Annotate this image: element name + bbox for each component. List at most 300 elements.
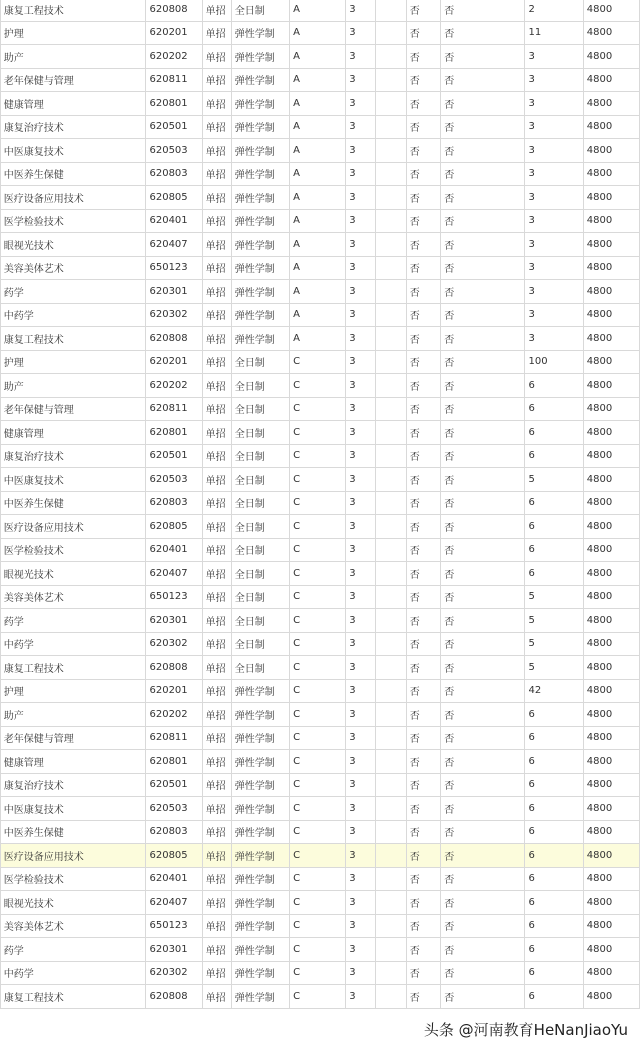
category-cell: C	[290, 515, 346, 539]
enroll-type-cell: 单招	[202, 656, 231, 680]
years-cell: 3	[346, 867, 376, 891]
study-mode-cell: 弹性学制	[231, 820, 289, 844]
flag2-cell: 否	[441, 92, 525, 116]
quota-cell: 6	[525, 985, 583, 1009]
blank-cell	[376, 468, 406, 492]
major-name-cell: 医疗设备应用技术	[0, 515, 146, 539]
study-mode-cell: 弹性学制	[231, 985, 289, 1009]
years-cell: 3	[346, 350, 376, 374]
flag1-cell: 否	[406, 844, 441, 868]
major-name-cell: 老年保健与管理	[0, 397, 146, 421]
major-code-cell: 620808	[146, 0, 202, 21]
enroll-type-cell: 单招	[202, 327, 231, 351]
flag1-cell: 否	[406, 374, 441, 398]
flag1-cell: 否	[406, 186, 441, 210]
flag1-cell: 否	[406, 68, 441, 92]
major-code-cell: 620801	[146, 92, 202, 116]
quota-cell: 6	[525, 891, 583, 915]
study-mode-cell: 弹性学制	[231, 92, 289, 116]
flag1-cell: 否	[406, 162, 441, 186]
major-name-cell: 助产	[0, 374, 146, 398]
major-code-cell: 620801	[146, 421, 202, 445]
tuition-cell: 4800	[583, 609, 639, 633]
quota-cell: 6	[525, 421, 583, 445]
flag1-cell: 否	[406, 609, 441, 633]
major-code-cell: 620811	[146, 726, 202, 750]
tuition-cell: 4800	[583, 92, 639, 116]
study-mode-cell: 弹性学制	[231, 68, 289, 92]
quota-cell: 6	[525, 374, 583, 398]
major-code-cell: 620501	[146, 115, 202, 139]
table-row	[0, 914, 640, 938]
quota-cell: 6	[525, 538, 583, 562]
flag2-cell: 否	[441, 609, 525, 633]
study-mode-cell: 弹性学制	[231, 280, 289, 304]
study-mode-cell: 全日制	[231, 538, 289, 562]
tuition-cell: 4800	[583, 703, 639, 727]
blank-cell	[376, 162, 406, 186]
watermark: 头条 @河南教育HeNanJiaoYu	[423, 1021, 628, 1039]
tuition-cell: 4800	[583, 538, 639, 562]
major-code-cell: 620805	[146, 515, 202, 539]
major-name-cell: 康复治疗技术	[0, 773, 146, 797]
tuition-cell: 4800	[583, 45, 639, 69]
enroll-type-cell: 单招	[202, 726, 231, 750]
major-name-cell: 助产	[0, 703, 146, 727]
study-mode-cell: 弹性学制	[231, 726, 289, 750]
major-code-cell: 620808	[146, 656, 202, 680]
flag1-cell: 否	[406, 538, 441, 562]
major-code-cell: 620808	[146, 327, 202, 351]
major-code-cell: 650123	[146, 585, 202, 609]
study-mode-cell: 全日制	[231, 656, 289, 680]
table-row	[0, 115, 640, 139]
years-cell: 3	[346, 233, 376, 257]
years-cell: 3	[346, 92, 376, 116]
table-row	[0, 209, 640, 233]
major-name-cell: 药学	[0, 938, 146, 962]
enroll-type-cell: 单招	[202, 820, 231, 844]
quota-cell: 3	[525, 186, 583, 210]
major-code-cell: 620301	[146, 609, 202, 633]
blank-cell	[376, 609, 406, 633]
flag1-cell: 否	[406, 703, 441, 727]
quota-cell: 6	[525, 773, 583, 797]
flag2-cell: 否	[441, 773, 525, 797]
blank-cell	[376, 820, 406, 844]
enroll-type-cell: 单招	[202, 233, 231, 257]
flag1-cell: 否	[406, 280, 441, 304]
flag1-cell: 否	[406, 632, 441, 656]
flag2-cell: 否	[441, 820, 525, 844]
flag2-cell: 否	[441, 914, 525, 938]
major-code-cell: 620805	[146, 844, 202, 868]
blank-cell	[376, 327, 406, 351]
flag1-cell: 否	[406, 350, 441, 374]
category-cell: C	[290, 374, 346, 398]
tuition-cell: 4800	[583, 186, 639, 210]
blank-cell	[376, 961, 406, 985]
enroll-type-cell: 单招	[202, 750, 231, 774]
category-cell: A	[290, 280, 346, 304]
tuition-cell: 4800	[583, 750, 639, 774]
enroll-type-cell: 单招	[202, 92, 231, 116]
tuition-cell: 4800	[583, 444, 639, 468]
major-name-cell: 护理	[0, 21, 146, 45]
major-name-cell: 康复治疗技术	[0, 115, 146, 139]
enroll-type-cell: 单招	[202, 938, 231, 962]
quota-cell: 3	[525, 68, 583, 92]
flag1-cell: 否	[406, 397, 441, 421]
tuition-cell: 4800	[583, 961, 639, 985]
enroll-type-cell: 单招	[202, 256, 231, 280]
blank-cell	[376, 491, 406, 515]
years-cell: 3	[346, 162, 376, 186]
quota-cell: 6	[525, 726, 583, 750]
enroll-type-cell: 单招	[202, 139, 231, 163]
blank-cell	[376, 139, 406, 163]
quota-cell: 6	[525, 491, 583, 515]
quota-cell: 6	[525, 820, 583, 844]
blank-cell	[376, 303, 406, 327]
tuition-cell: 4800	[583, 468, 639, 492]
enroll-type-cell: 单招	[202, 186, 231, 210]
flag2-cell: 否	[441, 632, 525, 656]
blank-cell	[376, 21, 406, 45]
flag1-cell: 否	[406, 0, 441, 21]
years-cell: 3	[346, 374, 376, 398]
flag2-cell: 否	[441, 585, 525, 609]
study-mode-cell: 全日制	[231, 0, 289, 21]
flag1-cell: 否	[406, 985, 441, 1009]
major-code-cell: 620202	[146, 45, 202, 69]
major-name-cell: 眼视光技术	[0, 562, 146, 586]
years-cell: 3	[346, 726, 376, 750]
quota-cell: 6	[525, 562, 583, 586]
table-row	[0, 256, 640, 280]
years-cell: 3	[346, 820, 376, 844]
tuition-cell: 4800	[583, 491, 639, 515]
study-mode-cell: 弹性学制	[231, 867, 289, 891]
enroll-type-cell: 单招	[202, 45, 231, 69]
major-name-cell: 健康管理	[0, 92, 146, 116]
blank-cell	[376, 844, 406, 868]
quota-cell: 100	[525, 350, 583, 374]
flag1-cell: 否	[406, 867, 441, 891]
enroll-type-cell: 单招	[202, 421, 231, 445]
category-cell: A	[290, 139, 346, 163]
major-name-cell: 中医养生保健	[0, 820, 146, 844]
blank-cell	[376, 186, 406, 210]
enroll-type-cell: 单招	[202, 891, 231, 915]
study-mode-cell: 全日制	[231, 632, 289, 656]
table-row	[0, 233, 640, 257]
category-cell: C	[290, 703, 346, 727]
flag2-cell: 否	[441, 985, 525, 1009]
category-cell: A	[290, 209, 346, 233]
flag1-cell: 否	[406, 914, 441, 938]
study-mode-cell: 弹性学制	[231, 844, 289, 868]
blank-cell	[376, 632, 406, 656]
major-code-cell: 620805	[146, 186, 202, 210]
study-mode-cell: 弹性学制	[231, 797, 289, 821]
flag1-cell: 否	[406, 209, 441, 233]
quota-cell: 5	[525, 656, 583, 680]
blank-cell	[376, 938, 406, 962]
blank-cell	[376, 256, 406, 280]
major-code-cell: 620401	[146, 538, 202, 562]
study-mode-cell: 弹性学制	[231, 961, 289, 985]
years-cell: 3	[346, 444, 376, 468]
study-mode-cell: 弹性学制	[231, 750, 289, 774]
years-cell: 3	[346, 750, 376, 774]
flag1-cell: 否	[406, 961, 441, 985]
years-cell: 3	[346, 491, 376, 515]
enroll-type-cell: 单招	[202, 68, 231, 92]
enroll-type-cell: 单招	[202, 280, 231, 304]
category-cell: A	[290, 115, 346, 139]
flag1-cell: 否	[406, 444, 441, 468]
enroll-type-cell: 单招	[202, 773, 231, 797]
flag1-cell: 否	[406, 562, 441, 586]
flag1-cell: 否	[406, 115, 441, 139]
table-row	[0, 773, 640, 797]
major-code-cell: 620501	[146, 773, 202, 797]
blank-cell	[376, 562, 406, 586]
table-row	[0, 844, 640, 868]
major-name-cell: 中药学	[0, 632, 146, 656]
major-name-cell: 美容美体艺术	[0, 914, 146, 938]
flag2-cell: 否	[441, 515, 525, 539]
years-cell: 3	[346, 703, 376, 727]
table-row	[0, 327, 640, 351]
quota-cell: 3	[525, 303, 583, 327]
table-row	[0, 45, 640, 69]
years-cell: 3	[346, 914, 376, 938]
quota-cell: 6	[525, 938, 583, 962]
quota-cell: 3	[525, 139, 583, 163]
tuition-cell: 4800	[583, 68, 639, 92]
study-mode-cell: 弹性学制	[231, 679, 289, 703]
quota-cell: 11	[525, 21, 583, 45]
years-cell: 3	[346, 397, 376, 421]
blank-cell	[376, 45, 406, 69]
enroll-type-cell: 单招	[202, 961, 231, 985]
quota-cell: 3	[525, 45, 583, 69]
years-cell: 3	[346, 679, 376, 703]
flag1-cell: 否	[406, 750, 441, 774]
category-cell: A	[290, 21, 346, 45]
tuition-cell: 4800	[583, 397, 639, 421]
study-mode-cell: 弹性学制	[231, 115, 289, 139]
tuition-cell: 4800	[583, 139, 639, 163]
study-mode-cell: 弹性学制	[231, 139, 289, 163]
major-name-cell: 中医康复技术	[0, 797, 146, 821]
major-name-cell: 医学检验技术	[0, 538, 146, 562]
category-cell: A	[290, 233, 346, 257]
enroll-type-cell: 单招	[202, 797, 231, 821]
table-row	[0, 280, 640, 304]
enroll-type-cell: 单招	[202, 844, 231, 868]
major-name-cell: 健康管理	[0, 421, 146, 445]
category-cell: C	[290, 797, 346, 821]
years-cell: 3	[346, 280, 376, 304]
category-cell: C	[290, 820, 346, 844]
flag1-cell: 否	[406, 515, 441, 539]
years-cell: 3	[346, 303, 376, 327]
flag1-cell: 否	[406, 820, 441, 844]
flag2-cell: 否	[441, 280, 525, 304]
tuition-cell: 4800	[583, 585, 639, 609]
study-mode-cell: 弹性学制	[231, 703, 289, 727]
quota-cell: 6	[525, 750, 583, 774]
table-row	[0, 21, 640, 45]
major-name-cell: 美容美体艺术	[0, 256, 146, 280]
table-row	[0, 726, 640, 750]
major-code-cell: 620201	[146, 21, 202, 45]
tuition-cell: 4800	[583, 209, 639, 233]
flag1-cell: 否	[406, 45, 441, 69]
flag1-cell: 否	[406, 421, 441, 445]
study-mode-cell: 全日制	[231, 397, 289, 421]
blank-cell	[376, 914, 406, 938]
blank-cell	[376, 985, 406, 1009]
study-mode-cell: 弹性学制	[231, 303, 289, 327]
study-mode-cell: 全日制	[231, 444, 289, 468]
flag2-cell: 否	[441, 538, 525, 562]
major-name-cell: 中医养生保健	[0, 162, 146, 186]
flag2-cell: 否	[441, 468, 525, 492]
blank-cell	[376, 585, 406, 609]
tuition-cell: 4800	[583, 844, 639, 868]
quota-cell: 6	[525, 867, 583, 891]
major-code-cell: 620501	[146, 444, 202, 468]
quota-cell: 6	[525, 515, 583, 539]
flag2-cell: 否	[441, 162, 525, 186]
table-row	[0, 444, 640, 468]
years-cell: 3	[346, 45, 376, 69]
tuition-cell: 4800	[583, 820, 639, 844]
quota-cell: 6	[525, 397, 583, 421]
table-row	[0, 515, 640, 539]
category-cell: C	[290, 397, 346, 421]
major-code-cell: 620302	[146, 632, 202, 656]
category-cell: A	[290, 327, 346, 351]
table-row	[0, 797, 640, 821]
study-mode-cell: 全日制	[231, 491, 289, 515]
tuition-cell: 4800	[583, 256, 639, 280]
table-row	[0, 397, 640, 421]
table-row	[0, 0, 640, 21]
study-mode-cell: 弹性学制	[231, 938, 289, 962]
table-row	[0, 632, 640, 656]
major-code-cell: 620407	[146, 233, 202, 257]
blank-cell	[376, 115, 406, 139]
category-cell: A	[290, 92, 346, 116]
tuition-cell: 4800	[583, 679, 639, 703]
years-cell: 3	[346, 256, 376, 280]
study-mode-cell: 弹性学制	[231, 162, 289, 186]
study-mode-cell: 弹性学制	[231, 21, 289, 45]
table-row	[0, 985, 640, 1009]
blank-cell	[376, 538, 406, 562]
table-row	[0, 421, 640, 445]
enroll-type-cell: 单招	[202, 209, 231, 233]
blank-cell	[376, 397, 406, 421]
study-mode-cell: 弹性学制	[231, 256, 289, 280]
table-row	[0, 656, 640, 680]
flag2-cell: 否	[441, 186, 525, 210]
flag2-cell: 否	[441, 374, 525, 398]
major-code-cell: 620803	[146, 162, 202, 186]
years-cell: 3	[346, 115, 376, 139]
quota-cell: 6	[525, 444, 583, 468]
major-code-cell: 620301	[146, 280, 202, 304]
flag2-cell: 否	[441, 303, 525, 327]
category-cell: A	[290, 162, 346, 186]
tuition-cell: 4800	[583, 562, 639, 586]
blank-cell	[376, 0, 406, 21]
major-name-cell: 康复治疗技术	[0, 444, 146, 468]
table-row	[0, 468, 640, 492]
category-cell: C	[290, 867, 346, 891]
blank-cell	[376, 679, 406, 703]
years-cell: 3	[346, 209, 376, 233]
flag2-cell: 否	[441, 726, 525, 750]
quota-cell: 3	[525, 115, 583, 139]
category-cell: C	[290, 350, 346, 374]
table-row	[0, 820, 640, 844]
category-cell: A	[290, 0, 346, 21]
table-row	[0, 703, 640, 727]
major-name-cell: 中医养生保健	[0, 491, 146, 515]
study-mode-cell: 全日制	[231, 421, 289, 445]
flag2-cell: 否	[441, 233, 525, 257]
major-name-cell: 眼视光技术	[0, 891, 146, 915]
table-row	[0, 750, 640, 774]
blank-cell	[376, 867, 406, 891]
years-cell: 3	[346, 656, 376, 680]
blank-cell	[376, 656, 406, 680]
blank-cell	[376, 444, 406, 468]
flag2-cell: 否	[441, 256, 525, 280]
blank-cell	[376, 280, 406, 304]
quota-cell: 42	[525, 679, 583, 703]
major-name-cell: 护理	[0, 679, 146, 703]
quota-cell: 6	[525, 797, 583, 821]
major-name-cell: 中医康复技术	[0, 139, 146, 163]
flag2-cell: 否	[441, 421, 525, 445]
tuition-cell: 4800	[583, 350, 639, 374]
tuition-cell: 4800	[583, 632, 639, 656]
flag2-cell: 否	[441, 397, 525, 421]
category-cell: C	[290, 562, 346, 586]
major-code-cell: 650123	[146, 914, 202, 938]
enroll-type-cell: 单招	[202, 867, 231, 891]
major-name-cell: 康复工程技术	[0, 656, 146, 680]
enroll-type-cell: 单招	[202, 115, 231, 139]
study-mode-cell: 弹性学制	[231, 45, 289, 69]
major-name-cell: 护理	[0, 350, 146, 374]
major-name-cell: 健康管理	[0, 750, 146, 774]
flag1-cell: 否	[406, 679, 441, 703]
enroll-type-cell: 单招	[202, 585, 231, 609]
tuition-cell: 4800	[583, 162, 639, 186]
blank-cell	[376, 209, 406, 233]
table-row	[0, 538, 640, 562]
tuition-cell: 4800	[583, 656, 639, 680]
tuition-cell: 4800	[583, 233, 639, 257]
